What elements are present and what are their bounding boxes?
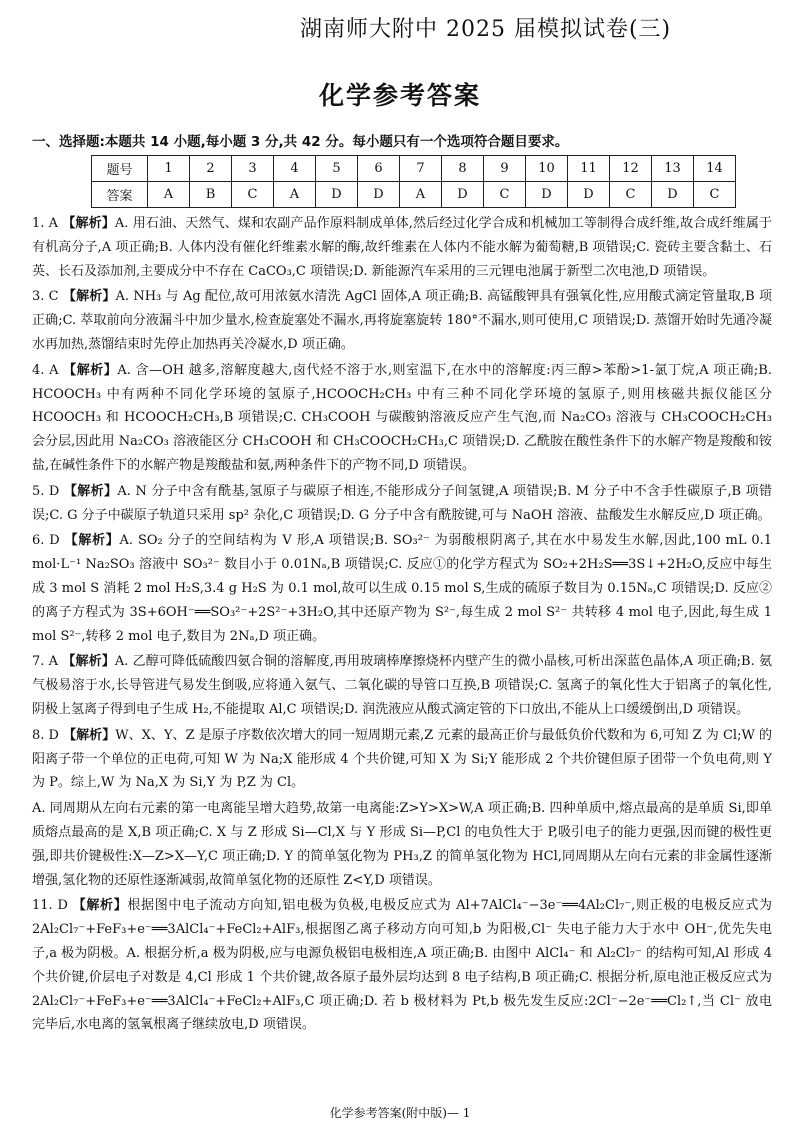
answer-cell: C xyxy=(232,182,274,208)
explanation-text: W、X、Y、Z 是原子序数依次增大的同一短周期元素,Z 元素的最高正价与最低负价代数和为 6,可知 Z 为 Cl;W 的阳离子带一个单位的正电荷,可知 W 为 Na;X 能形成 4 个共价键,可知 X 为 Si;Y 能形成 2 个共价键但原子团带一个负电荷,则 Y 为 P。综上,W 为 Na,X 为 Si,Y 为 P,Z 为 Cl。 xyxy=(32,727,772,791)
question-number: 13 xyxy=(652,156,694,182)
question-answer: 7. A xyxy=(32,654,63,670)
analysis-tag: 【解析】 xyxy=(72,898,128,914)
school-header: 湖南师大附中 2025 届模拟试卷(三) xyxy=(300,17,672,42)
analysis-tag: 【解析】 xyxy=(63,483,118,499)
question-number: 1 xyxy=(148,156,190,182)
explanation-paragraph xyxy=(32,480,772,528)
explanation-paragraph xyxy=(32,894,772,1037)
question-answer: 11. D xyxy=(32,898,73,914)
question-number: 3 xyxy=(232,156,274,182)
explanation-paragraph xyxy=(32,650,772,721)
question-answer: 8. D xyxy=(32,727,64,743)
explanation-text: A. 同周期从左向右元素的第一电离能呈增大趋势,故第一电离能:Z>Y>X>W,A 项正确;B. 四种单质中,熔点最高的是单质 Si,即单质熔点最高的是 X,B 项正确;C. X 与 Z 形成 Si—Cl,X 与 Y 形成 Si—P,Cl 的电负性大于 P,吸引电子的能力更强,因而键的极性更强,即共价键极性:X—Z>X—Y,C 项正确;D. Y 的简单氢化物为 PH₃,Z 的简单氢化物为 HCl,同周期从左向右元素的非金属性逐渐增强,氢化物的还原性逐渐减弱,故简单氢化物的还原性 Z<Y,D 项错误。 xyxy=(32,801,772,888)
question-number: 9 xyxy=(484,156,526,182)
answer-cell: C xyxy=(610,182,652,208)
explanation-text: A. 乙醇可降低硫酸四氨合铜的溶解度,再用玻璃棒摩擦烧杯内壁产生的微小晶核,可析出深蓝色晶体,A 项正确;B. 氨气极易溶于水,长导管进气易发生倒吸,应将通入氨气、二氧化碳的导管口互换,B 项错误;C. 氢离子的氧化性大于铝离子的氧化性,阴极上氢离子得到电子生成 H₂,不能提取 Al,C 项错误;D. 润洗液应从酸式滴定管的下口放出,不能从上口缓缓倒出,D 项错误。 xyxy=(32,654,772,717)
answer-table xyxy=(91,155,736,208)
question-number-row xyxy=(92,156,736,182)
answer-cell: D xyxy=(526,182,568,208)
explanation-paragraph xyxy=(32,285,772,356)
answer-cell: D xyxy=(652,182,694,208)
explanation-text: A. NH₃ 与 Ag 配位,故可用浓氨水清洗 AgCl 固体,A 项正确;B. 高锰酸钾具有强氧化性,应用酸式滴定管量取,B 项正确;C. 萃取前向分液漏斗中加少量水,检查旋塞处不漏水,再将旋塞旋转 180°不漏水,则可使用,C 项错误;D. 蒸馏开始时先通冷凝水再加热,蒸馏结束时先停止加热再关冷凝水,D 项正确。 xyxy=(32,289,772,352)
question-number: 6 xyxy=(358,156,400,182)
answer-cell: D xyxy=(568,182,610,208)
answer-cell: D xyxy=(442,182,484,208)
explanation-text: A. N 分子中含有酰基,氢原子与碳原子相连,不能形成分子间氢键,A 项错误;B. M 分子中不含手性碳原子,B 项错误;C. G 分子中碳原子轨道只采用 sp² 杂化,C 项错误;D. G 分子中含有酰胺键,可与 NaOH 溶液、盐酸发生水解反应,D 项正确。 xyxy=(32,483,772,523)
question-answer: 3. C xyxy=(32,289,63,305)
answer-cell: D xyxy=(316,182,358,208)
question-number: 7 xyxy=(400,156,442,182)
explanation-paragraph xyxy=(32,359,772,478)
explanation-paragraph xyxy=(32,529,772,648)
question-answer: 4. A xyxy=(32,362,64,378)
answer-cell: C xyxy=(694,182,736,208)
question-number: 5 xyxy=(316,156,358,182)
question-number: 11 xyxy=(568,156,610,182)
question-number: 10 xyxy=(526,156,568,182)
explanation-paragraph xyxy=(32,724,772,795)
question-answer: 1. A xyxy=(32,216,63,231)
answer-cell: C xyxy=(484,182,526,208)
page-footer: 化学参考答案(附中版)— 1 xyxy=(329,1106,471,1120)
answer-cell: A xyxy=(274,182,316,208)
page-title: 化学参考答案 xyxy=(318,81,481,110)
explanation-paragraph xyxy=(32,797,772,892)
answer-row xyxy=(92,182,736,208)
analysis-tag: 【解析】 xyxy=(62,216,115,231)
explanation-text: A. SO₂ 分子的空间结构为 V 形,A 项错误;B. SO₃²⁻ 为弱酸根阴离子,其在水中易发生水解,因此,100 mL 0.1 mol·L⁻¹ Na₂SO₃ 溶液中 SO₃²⁻ 数目小于 0.01Nₐ,B 项错误;C. 反应①的化学方程式为 SO₂+2H₂S══3S↓+2H₂O,反应中每生成 3 mol S 消耗 2 mol H₂S,3.4 g H₂S 为 0.1 mol,故可以生成 0.15 mol S,生成的硫原子数目为 0.15Nₐ,C 项错误;D. 反应②的离子方程式为 3S+6OH⁻══SO₃²⁻+2S²⁻+3H₂O,其中还原产物为 S²⁻,每生成 2 mol S²⁻ 共转移 4 mol 电子,因此,每生成 1 mol S²⁻,转移 2 mol 电子,数目为 2Nₐ,D 项正确。 xyxy=(32,533,773,644)
explanations xyxy=(32,212,772,1039)
answer-cell: A xyxy=(148,182,190,208)
explanation-text: 根据图中电子流动方向知,铝电极为负极,电极反应式为 Al+7AlCl₄⁻−3e⁻══4Al₂Cl₇⁻,则正极的电极反应式为 2Al₂Cl₇⁻+FeF₃+e⁻══3AlCl₄⁻+FeCl₂+AlF₃,根据图乙离子移动方向可知,b 为阳极,Cl⁻ 失电子能力大于水中 OH⁻,优先失电子,a 极为阴极。A. 根据分析,a 极为阴极,应与电源负极铝电极相连,A 项正确;B. 由图中 AlCl₄⁻ 和 Al₂Cl₇⁻ 的结构可知,Al 形成 4 个共价键,价层电子对数是 4,Cl 形成 1 个共价键,故各原子最外层均达到 8 电子结构,B 项正确;C. 根据分析,原电池正极反应式为 2Al₂Cl₇⁻+FeF₃+e⁻══3AlCl₄⁻+FeCl₂+AlF₃,C 项正确;D. 若 b 极材料为 Pt,b 极先发生反应:2Cl⁻−2e⁻══Cl₂↑,当 Cl⁻ 放电完毕后,水电离的氢氧根离子继续放电,D 项错误。 xyxy=(32,898,772,1033)
question-answer: 6. D xyxy=(32,533,65,549)
row-label: 题号 xyxy=(92,156,148,182)
explanation-text: A. 含—OH 越多,溶解度越大,卤代烃不溶于水,则室温下,在水中的溶解度:丙三醇>苯酚>1-氯丁烷,A 项正确;B. HCOOCH₃ 中有两种不同化学环境的氢原子,HCOOCH₂CH₃ 中有三种不同化学环境的氢原子,则用核磁共振仪能区分 HCOOCH₃ 和 HCOOCH₂CH₃,B 项错误;C. CH₃COOH 与碳酸钠溶液反应产生气泡,而 Na₂CO₃ 溶液与 CH₃COOCH₂CH₃ 会分层,因此用 Na₂CO₃ 溶液能区分 CH₃COOH 和 CH₃COOCH₂CH₃,C 项错误;D. 乙酰胺在酸性条件下的水解产物是羧酸和铵盐,在碱性条件下的水解产物是羧酸盐和氨,两种条件下的产物不同,D 项错误。 xyxy=(32,362,772,473)
analysis-tag: 【解析】 xyxy=(62,654,115,670)
row-label: 答案 xyxy=(92,182,148,208)
explanation-text: A. 用石油、天然气、煤和农副产品作原料制成单体,然后经过化学合成和机械加工等制得合成纤维,故合成纤维属于有机高分子,A 项正确;B. 人体内没有催化纤维素水解的酶,故纤维素在人体内不能水解为葡萄糖,B 项错误;C. 瓷砖主要含黏土、石英、长石及添加剂,主要成分中不存在 CaCO₃,C 项错误;D. 新能源汽车采用的三元锂电池属于新型二次电池,D 项错误。 xyxy=(32,216,772,279)
question-number: 14 xyxy=(694,156,736,182)
question-answer: 5. D xyxy=(32,483,64,499)
explanation-paragraph xyxy=(32,212,772,283)
section-heading: 一、选择题:本题共 14 小题,每小题 3 分,共 42 分。每小题只有一个选项符合题目要求。 xyxy=(32,134,569,150)
question-number: 12 xyxy=(610,156,652,182)
analysis-tag: 【解析】 xyxy=(63,727,116,743)
question-number: 2 xyxy=(190,156,232,182)
analysis-tag: 【解析】 xyxy=(63,362,118,378)
answer-cell: D xyxy=(358,182,400,208)
analysis-tag: 【解析】 xyxy=(62,289,116,305)
answer-cell: A xyxy=(400,182,442,208)
answer-cell: B xyxy=(190,182,232,208)
question-number: 4 xyxy=(274,156,316,182)
question-number: 8 xyxy=(442,156,484,182)
analysis-tag: 【解析】 xyxy=(64,533,120,549)
